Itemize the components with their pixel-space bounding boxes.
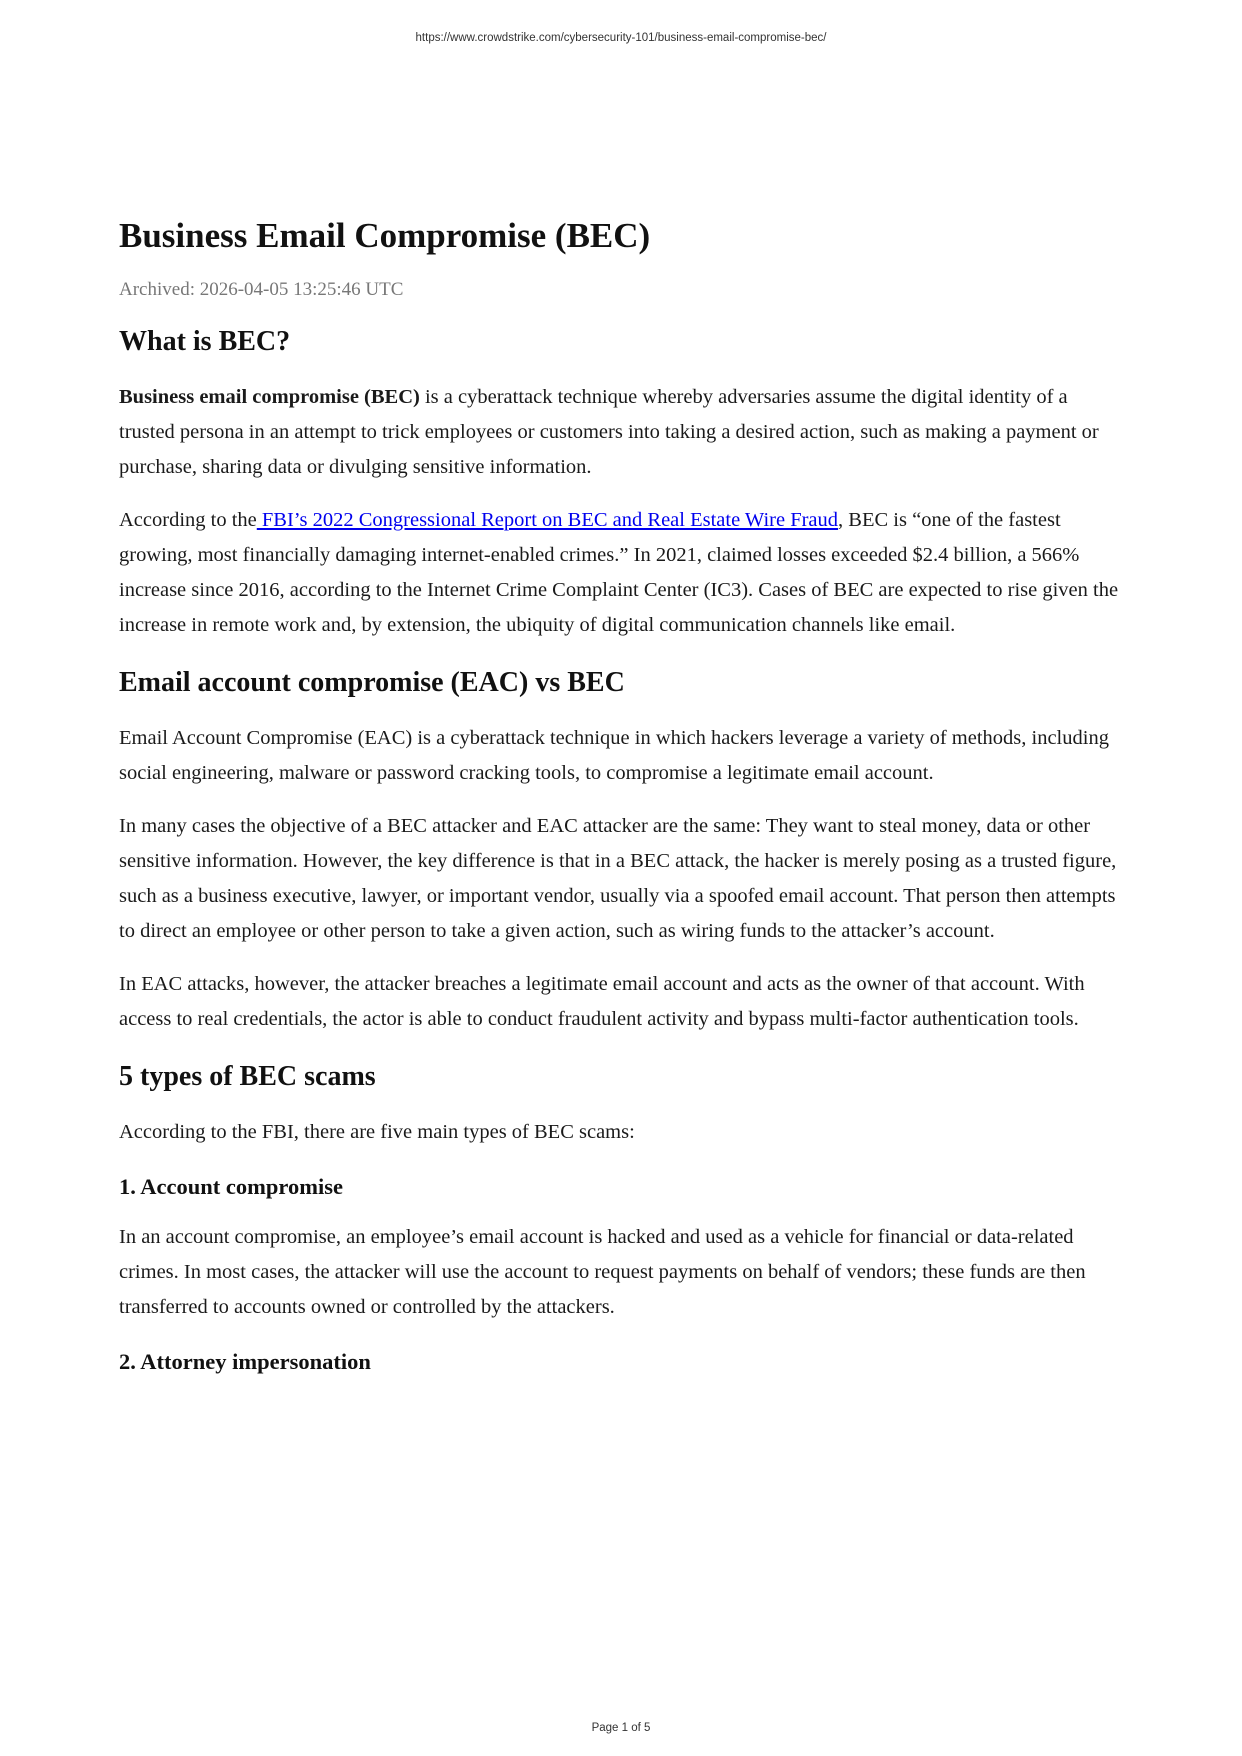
page-title: Business Email Compromise (BEC) (119, 216, 651, 255)
subheading-account-compromise: 1. Account compromise (119, 1174, 343, 1199)
subheading-attorney-impersonation: 2. Attorney impersonation (119, 1349, 371, 1374)
paragraph-text: , BEC is “one of the fastest growing, most financially damaging internet-enabled crimes.” In 2021, claimed losses exceeded $2.4 billion, a 566% increase since 2016, according to the Internet Crime Complaint Center (IC3). Cases of BEC are expected to rise given the increase in remote work and, by extension, the ubiquity of digital communication channels like email. (119, 509, 1119, 636)
paragraph: Email Account Compromise (EAC) is a cyberattack technique in which hackers leverage a variety of methods, including social engineering, malware or password cracking tools, to compromise a legitimate email account. (119, 727, 1109, 784)
paragraph-text: is a cyberattack technique whereby adversaries assume the digital identity of a trusted persona in an attempt to trick employees or customers into taking a desired action, such as making a payment or purchase, sharing data or divulging sensitive information. (119, 386, 1099, 478)
paragraph (119, 503, 1124, 643)
paragraph: According to the FBI, there are five main types of BEC scams: (119, 1121, 635, 1143)
page-url: https://www.crowdstrike.com/cybersecurity-101/business-email-compromise-bec/ (415, 32, 827, 44)
paragraph-text: According to the (119, 509, 257, 531)
page-number: Page 1 of 5 (591, 1722, 651, 1734)
section-heading-bec-types: 5 types of BEC scams (119, 1061, 376, 1092)
paragraph: In many cases the objective of a BEC attacker and EAC attacker are the same: They want to steal money, data or other sensitive information. However, the key difference is that in a BEC attack, the hacker is merely posing as a trusted figure, such as a business executive, lawyer, or important vendor, usually via a spoofed email account. That person then attempts to direct an employee or other person to take a given action, such as wiring funds to the attacker’s account. (119, 815, 1117, 942)
paragraph: In EAC attacks, however, the attacker breaches a legitimate email account and acts as the owner of that account. With access to real credentials, the actor is able to conduct fraudulent activity and bypass multi-factor authentication tools. (119, 973, 1085, 1030)
fbi-report-link[interactable]: FBI’s 2022 Congressional Report on BEC and Real Estate Wire Fraud (256, 509, 839, 531)
section-heading-eac-vs-bec: Email account compromise (EAC) vs BEC (119, 667, 625, 698)
archived-timestamp: Archived: 2026-04-05 13:25:46 UTC (119, 279, 404, 300)
paragraph (119, 380, 1124, 485)
bold-term: Business email compromise (BEC) (119, 386, 420, 408)
paragraph: In an account compromise, an employee’s email account is hacked and used as a vehicle for financial or data-related crimes. In most cases, the attacker will use the account to request payments on behalf of vendors; these funds are then transferred to accounts owned or controlled by the attackers. (119, 1226, 1086, 1318)
section-heading-what-is-bec: What is BEC? (119, 326, 291, 357)
article (119, 214, 1124, 1377)
